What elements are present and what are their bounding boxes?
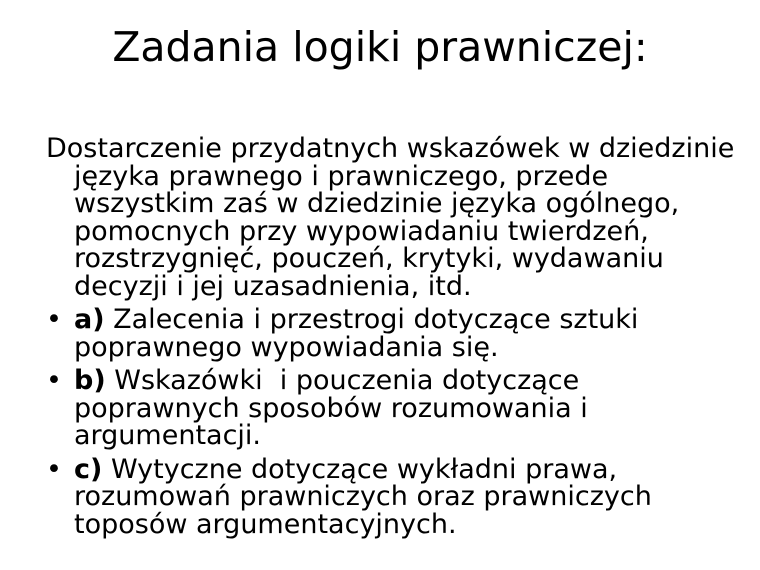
bullet-text: Zalecenia i przestrogi dotyczące sztuki poprawnego wypowiadania się. [74, 304, 639, 363]
bullet-item-a [46, 306, 746, 361]
slide-title: Zadania logiki prawniczej: [112, 23, 648, 71]
bullet-item-b [46, 367, 746, 450]
bullet-letter: a) [74, 304, 105, 335]
intro-paragraph: Dostarczenie przydatnych wskazówek w dziedzinie języka prawnego i prawniczego, przede wszystkim zaś w dziedzinie języka ogólnego, pomocnych przy wypowiadaniu twierdzeń, rozstrzygnięć, pouczeń, krytyki, wydawaniu decyzji i jej uzasadnienia, itd. [46, 133, 735, 302]
bullet-dot-icon: • [46, 365, 62, 396]
bullet-letter: c) [74, 453, 103, 485]
bullet-item-c [46, 453, 746, 540]
bullet-text: Wskazówki i pouczenia dotyczące poprawnych sposobów rozumowania i argumentacji. [74, 365, 597, 451]
bullet-dot-icon: • [46, 304, 62, 335]
bullet-text: Wytyczne dotyczące wykładni prawa, rozumowań prawniczych oraz prawniczych toposów argumentacyjnych. [74, 453, 652, 540]
slide-content [46, 135, 746, 544]
bullet-list [46, 306, 746, 538]
bullet-letter: b) [74, 365, 106, 396]
bullet-dot-icon: • [46, 453, 62, 485]
